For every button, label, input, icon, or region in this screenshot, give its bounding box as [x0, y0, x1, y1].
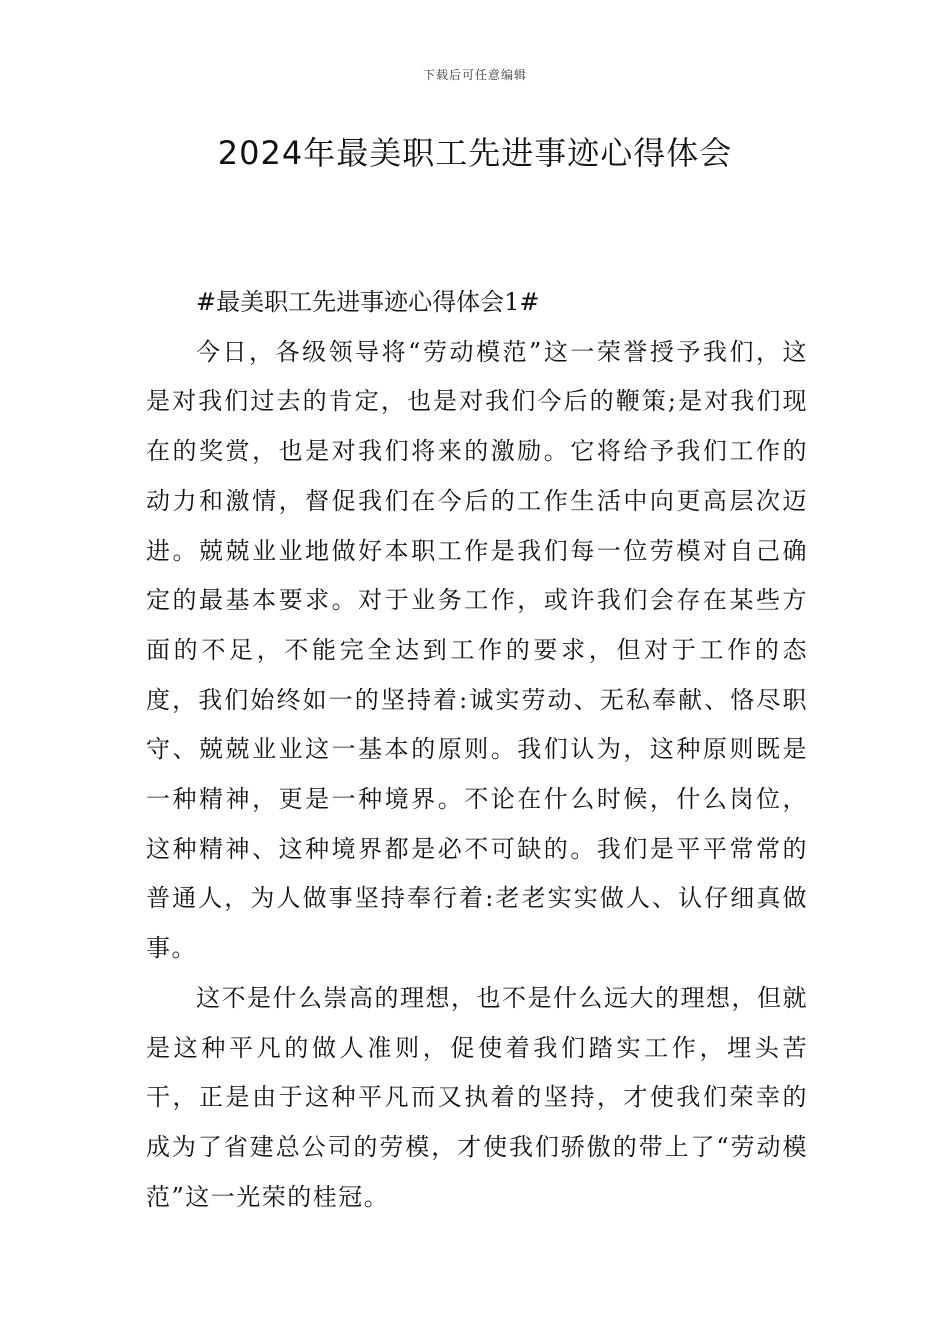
document-title: 2024年最美职工先进事迹心得体会: [217, 134, 733, 172]
paragraph-2: 这不是什么崇高的理想，也不是什么远大的理想，但就是这种平凡的做人准则，促使着我们踏实工作，埋头苦干，正是由于这种平凡而又执着的坚持，才使我们荣幸的成为了省建总公司的劳模，才使我们骄傲的带上了“劳动模范”这一光荣的桂冠。: [146, 983, 808, 1211]
document-body: [146, 278, 808, 1222]
download-note: 下载后可任意编辑: [422, 68, 527, 82]
section-heading: #最美职工先进事迹心得体会1#: [196, 288, 540, 316]
paragraph-1: 今日，各级领导将“劳动模范”这一荣誉授予我们，这是对我们过去的肯定，也是对我们今后的鞭策;是对我们现在的奖赏，也是对我们将来的激励。它将给予我们工作的动力和激情，督促我们在今后的工作生活中向更高层次迈进。兢兢业业地做好本职工作是我们每一位劳模对自己确定的最基本要求。对于业务工作，或许我们会存在某些方面的不足，不能完全达到工作的要求，但对于工作的态度，我们始终如一的坚持着:诚实劳动、无私奉献、恪尽职守、兢兢业业这一基本的原则。我们认为，这种原则既是一种精神，更是一种境界。不论在什么时候，什么岗位，这种精神、这种境界都是必不可缺的。我们是平平常常的普通人，为人做事坚持奉行着:老老实实做人、认仔细真做事。: [146, 337, 808, 963]
